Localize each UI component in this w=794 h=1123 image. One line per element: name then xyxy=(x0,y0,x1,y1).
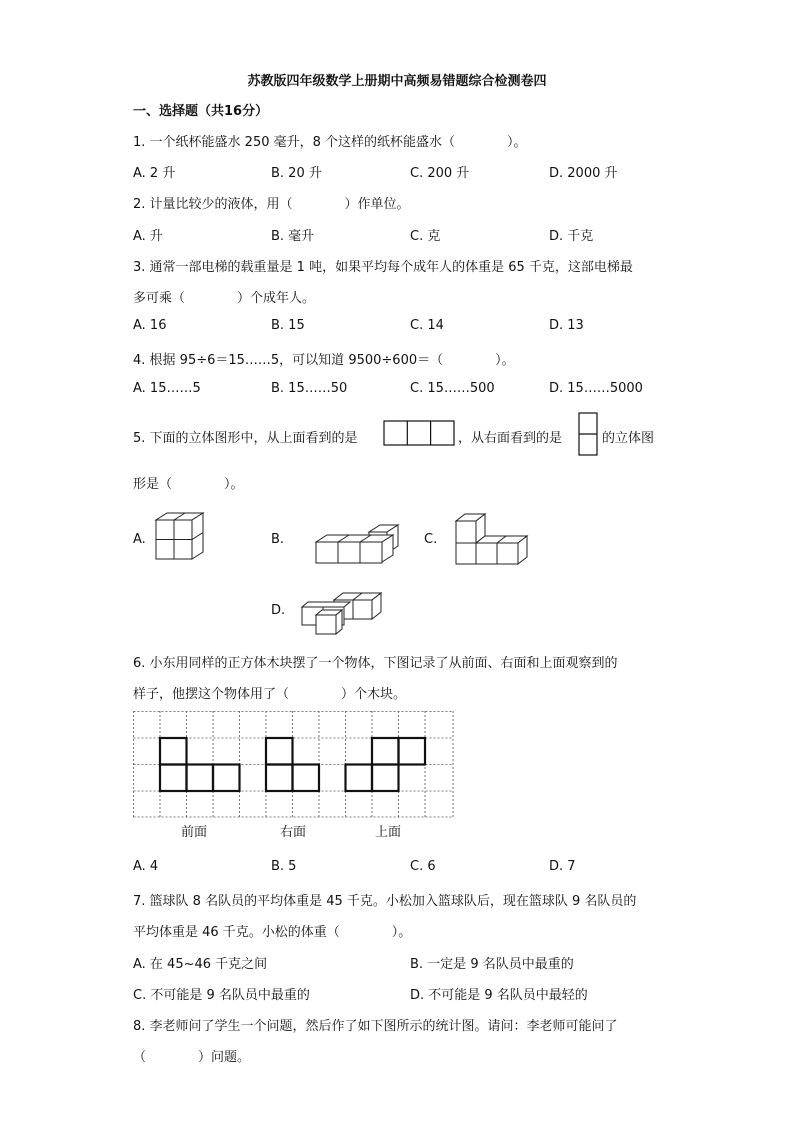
question-5-line-2: 形是（ ）。 xyxy=(133,477,244,492)
q6-option-d: D. 7 xyxy=(549,859,576,874)
option-c-cube-figure xyxy=(454,512,530,566)
q4-option-d: D. 15……5000 xyxy=(549,381,643,396)
right-view-figure xyxy=(578,412,598,456)
top-view-figure xyxy=(383,420,455,446)
q1-option-b: B. 20 升 xyxy=(271,166,322,181)
q2-option-d: D. 千克 xyxy=(549,229,594,244)
q3-option-a: A. 16 xyxy=(133,318,167,333)
q3-option-b: B. 15 xyxy=(271,318,305,333)
option-b-cube-figure xyxy=(314,522,400,568)
q1-option-a: A. 2 升 xyxy=(133,166,176,181)
q7-option-b: B. 一定是 9 名队员中最重的 xyxy=(410,957,574,972)
question-8-line-1: 8. 李老师问了学生一个问题，然后作了如下图所示的统计图。请问：李老师可能问了 xyxy=(133,1019,618,1034)
q6-option-a: A. 4 xyxy=(133,859,159,874)
question-2: 2. 计量比较少的液体，用（ ）作单位。 xyxy=(133,197,410,212)
q3-option-d: D. 13 xyxy=(549,318,584,333)
three-views-grid xyxy=(133,711,455,821)
question-6-line-2: 样子，他摆这个物体用了（ ）个木块。 xyxy=(133,687,407,702)
question-8-line-2: （ ）问题。 xyxy=(133,1050,251,1065)
question-1: 1. 一个纸杯能盛水 250 毫升，8 个这样的纸杯能盛水（ ）。 xyxy=(133,135,527,150)
caption-front-view: 前面 xyxy=(181,825,208,840)
option-a-cube-figure xyxy=(152,512,206,564)
question-6-line-1: 6. 小东用同样的正方体木块摆了一个物体，下图记录了从前面、右面和上面观察到的 xyxy=(133,656,618,671)
question-3-line-2: 多可乘（ ）个成年人。 xyxy=(133,291,316,306)
question-5-part-1: 5. 下面的立体图形中，从上面看到的是 xyxy=(133,431,358,446)
question-3-line-1: 3. 通常一部电梯的载重量是 1 吨，如果平均每个成年人的体重是 65 千克，这部电梯最 xyxy=(133,260,633,275)
q7-option-d: D. 不可能是 9 名队员中最轻的 xyxy=(410,988,588,1003)
page-title: 苏教版四年级数学上册期中高频易错题综合检测卷四 xyxy=(247,74,547,89)
q4-option-b: B. 15……50 xyxy=(271,381,348,396)
q1-option-d: D. 2000 升 xyxy=(549,166,618,181)
q6-option-c: C. 6 xyxy=(410,859,436,874)
question-5-part-3: 的立体图 xyxy=(602,431,655,446)
q7-option-a: A. 在 45~46 千克之间 xyxy=(133,957,268,972)
q1-option-c: C. 200 升 xyxy=(410,166,470,181)
q5-option-c: C. xyxy=(424,532,438,547)
q5-option-b: B. xyxy=(271,532,285,547)
q5-option-d: D. xyxy=(271,603,286,618)
q2-option-b: B. 毫升 xyxy=(271,229,315,244)
question-5-part-2: ，从右面看到的是 xyxy=(458,431,563,446)
q2-option-a: A. 升 xyxy=(133,229,163,244)
question-4: 4. 根据 95÷6＝15……5，可以知道 9500÷600＝（ ）。 xyxy=(133,353,515,368)
q6-option-b: B. 5 xyxy=(271,859,297,874)
q5-option-a: A. xyxy=(133,532,146,547)
option-d-cube-figure xyxy=(300,590,384,638)
q7-option-c: C. 不可能是 9 名队员中最重的 xyxy=(133,988,310,1003)
question-7-line-2: 平均体重是 46 千克。小松的体重（ ）。 xyxy=(133,925,412,940)
section-heading: 一、选择题（共16分） xyxy=(133,104,269,119)
caption-right-view: 右面 xyxy=(280,825,307,840)
q4-option-a: A. 15……5 xyxy=(133,381,201,396)
q3-option-c: C. 14 xyxy=(410,318,444,333)
q4-option-c: C. 15……500 xyxy=(410,381,495,396)
question-7-line-1: 7. 篮球队 8 名队员的平均体重是 45 千克。小松加入篮球队后，现在篮球队 9 名队员的 xyxy=(133,894,637,909)
caption-top-view: 上面 xyxy=(375,825,402,840)
q2-option-c: C. 克 xyxy=(410,229,441,244)
